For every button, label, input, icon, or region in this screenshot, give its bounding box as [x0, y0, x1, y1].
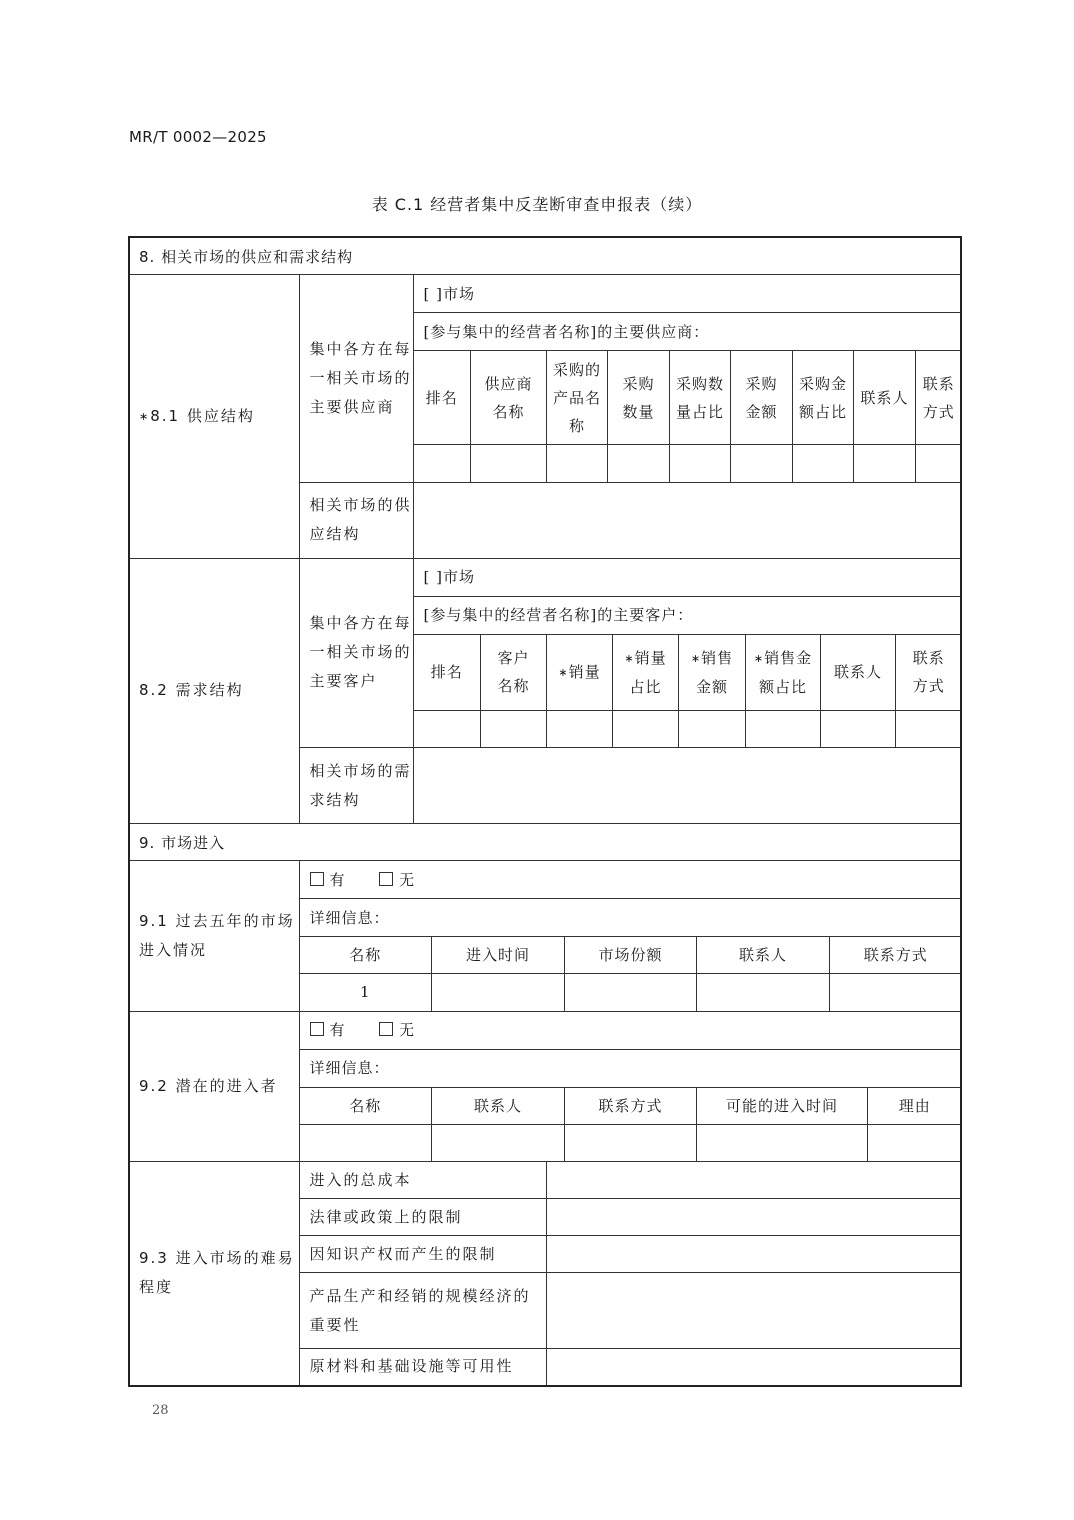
section-9-title: 9. 市场进入	[129, 824, 961, 861]
col-name: 名称	[300, 1087, 432, 1124]
col-purchase-qty: 采购数量	[608, 351, 670, 445]
customer-blank-row[interactable]	[414, 710, 962, 747]
detail-info-label: 详细信息：	[300, 1049, 962, 1087]
total-entry-cost-field[interactable]	[546, 1162, 961, 1199]
col-sales-amount-ratio: ∗销售金额占比	[746, 634, 821, 710]
supply-structure-field[interactable]	[413, 482, 961, 558]
demand-market-field[interactable]: [ ]市场	[414, 559, 962, 597]
supplier-blank-row[interactable]	[414, 445, 962, 482]
ip-restriction-field[interactable]	[546, 1236, 961, 1273]
col-reason: 理由	[868, 1087, 962, 1124]
col-sales-volume: ∗销量	[547, 634, 613, 710]
no-checkbox[interactable]	[379, 872, 393, 886]
col-contact-person: 联系人	[821, 634, 896, 710]
col-market-share: 市场份额	[565, 937, 697, 974]
col-purchase-qty-ratio: 采购数量占比	[670, 351, 731, 445]
potential-entrants-cell	[299, 1011, 961, 1162]
legal-policy-restriction-field[interactable]	[546, 1199, 961, 1236]
customer-table-cell	[413, 558, 961, 748]
row-index: 1	[300, 974, 432, 1011]
yes-option-label: 有	[329, 870, 346, 889]
yes-option-label: 有	[329, 1021, 346, 1039]
col-rank: 排名	[414, 634, 481, 710]
demand-structure-label: 8.2 需求结构	[129, 558, 299, 824]
no-option-label: 无	[399, 1021, 416, 1039]
supply-market-field[interactable]: [ ]市场	[414, 275, 962, 313]
entry-difficulty-label: 9.3 进入市场的难易程度	[129, 1162, 299, 1386]
col-contact-info: 联系方式	[565, 1087, 697, 1124]
legal-policy-restriction-label: 法律或政策上的限制	[299, 1199, 546, 1236]
yes-checkbox[interactable]	[310, 1022, 324, 1036]
supply-structure-sub-label: 相关市场的供应结构	[299, 482, 413, 558]
col-contact-person: 联系人	[854, 351, 916, 445]
page-number: 28	[152, 1403, 169, 1418]
table-title: 表 C.1 经营者集中反垄断审查申报表（续）	[371, 195, 703, 214]
col-sales-amount: ∗销售金额	[679, 634, 746, 710]
col-purchase-amount-ratio: 采购金额占比	[793, 351, 854, 445]
main-customers-label: 集中各方在每一相关市场的主要客户	[299, 558, 413, 748]
no-checkbox[interactable]	[379, 1022, 393, 1036]
supplier-table-cell	[413, 275, 961, 483]
supply-structure-label: ∗8.1 供应结构	[129, 275, 299, 559]
col-contact-info: 联系方式	[896, 634, 962, 710]
materials-availability-field[interactable]	[546, 1349, 961, 1386]
market-entry-history-label: 9.1 过去五年的市场进入情况	[129, 861, 299, 1012]
demand-structure-sub-label: 相关市场的需求结构	[299, 748, 413, 824]
economies-of-scale-label: 产品生产和经销的规模经济的重要性	[299, 1273, 546, 1349]
col-possible-entry-time: 可能的进入时间	[697, 1087, 868, 1124]
economies-of-scale-field[interactable]	[546, 1273, 961, 1349]
document-code: MR/T 0002—2025	[129, 128, 267, 146]
total-entry-cost-label: 进入的总成本	[299, 1162, 546, 1199]
col-supplier-name: 供应商名称	[471, 351, 547, 445]
col-contact-info: 联系方式	[916, 351, 962, 445]
no-option-label: 无	[399, 870, 416, 889]
main-suppliers-label: 集中各方在每一相关市场的主要供应商	[299, 275, 413, 483]
potential-entrants-label: 9.2 潜在的进入者	[129, 1011, 299, 1162]
col-contact-person: 联系人	[432, 1087, 565, 1124]
materials-availability-label: 原材料和基础设施等可用性	[299, 1349, 546, 1386]
col-rank: 排名	[414, 351, 471, 445]
table-row[interactable]	[300, 974, 962, 1011]
table-row[interactable]	[300, 1124, 962, 1161]
col-contact-person: 联系人	[697, 937, 830, 974]
section-8-title: 8. 相关市场的供应和需求结构	[129, 237, 961, 275]
potential-entrants-table	[300, 1012, 962, 1162]
col-sales-volume-ratio: ∗销量占比	[613, 634, 679, 710]
col-name: 名称	[300, 937, 432, 974]
detail-info-label: 详细信息：	[300, 899, 962, 937]
col-customer-name: 客户名称	[481, 634, 547, 710]
col-contact-info: 联系方式	[830, 937, 962, 974]
declaration-form-table	[128, 236, 962, 1387]
demand-party-field[interactable]: [参与集中的经营者名称]的主要客户：	[414, 596, 962, 634]
demand-structure-field[interactable]	[413, 748, 961, 824]
col-entry-time: 进入时间	[432, 937, 565, 974]
yes-checkbox[interactable]	[310, 872, 324, 886]
col-purchase-amount: 采购金额	[731, 351, 793, 445]
market-entry-history-cell	[299, 861, 961, 1012]
ip-restriction-label: 因知识产权而产生的限制	[299, 1236, 546, 1273]
supplier-table	[414, 275, 962, 482]
supply-party-field[interactable]: [参与集中的经营者名称]的主要供应商：	[414, 313, 962, 351]
customer-table	[414, 559, 962, 748]
market-entry-history-table	[300, 861, 962, 1011]
col-product-name: 采购的产品名称	[547, 351, 608, 445]
